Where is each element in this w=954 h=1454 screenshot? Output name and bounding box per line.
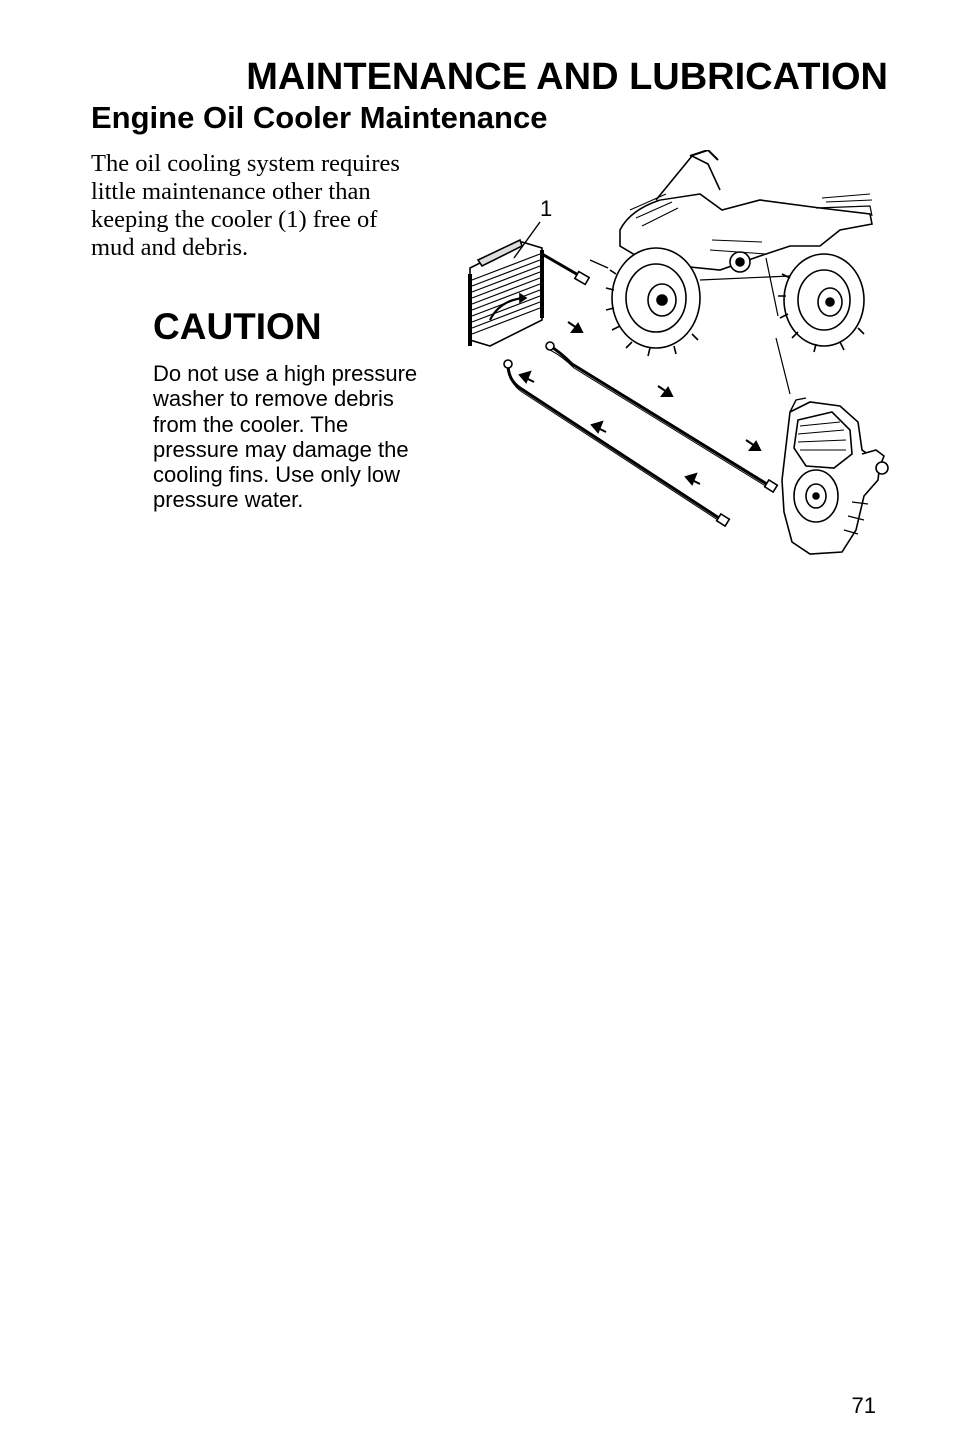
flow-arrows xyxy=(520,322,760,484)
engine-illustration xyxy=(782,398,888,554)
page-number: 71 xyxy=(851,1393,876,1418)
atv-illustration xyxy=(590,150,872,356)
oil-cooler-illustration xyxy=(470,240,589,346)
intro-paragraph: The oil cooling system requires little maintenance other than keeping the cooler (1) free of mud and debris. xyxy=(91,150,400,261)
oil-cooler-diagram xyxy=(460,150,900,560)
subsection-title: Engine Oil Cooler Maintenance xyxy=(91,100,548,135)
callout-label: 1 xyxy=(540,196,553,221)
section-title: MAINTENANCE AND LUBRICATION xyxy=(246,56,888,98)
caution-text: Do not use a high pressure washer to remove debris from the cooler. The pressure may damage the cooling fins. Use only low pressure water. xyxy=(153,361,418,513)
oil-hose-illustration xyxy=(504,342,777,526)
caution-heading: CAUTION xyxy=(153,306,322,347)
